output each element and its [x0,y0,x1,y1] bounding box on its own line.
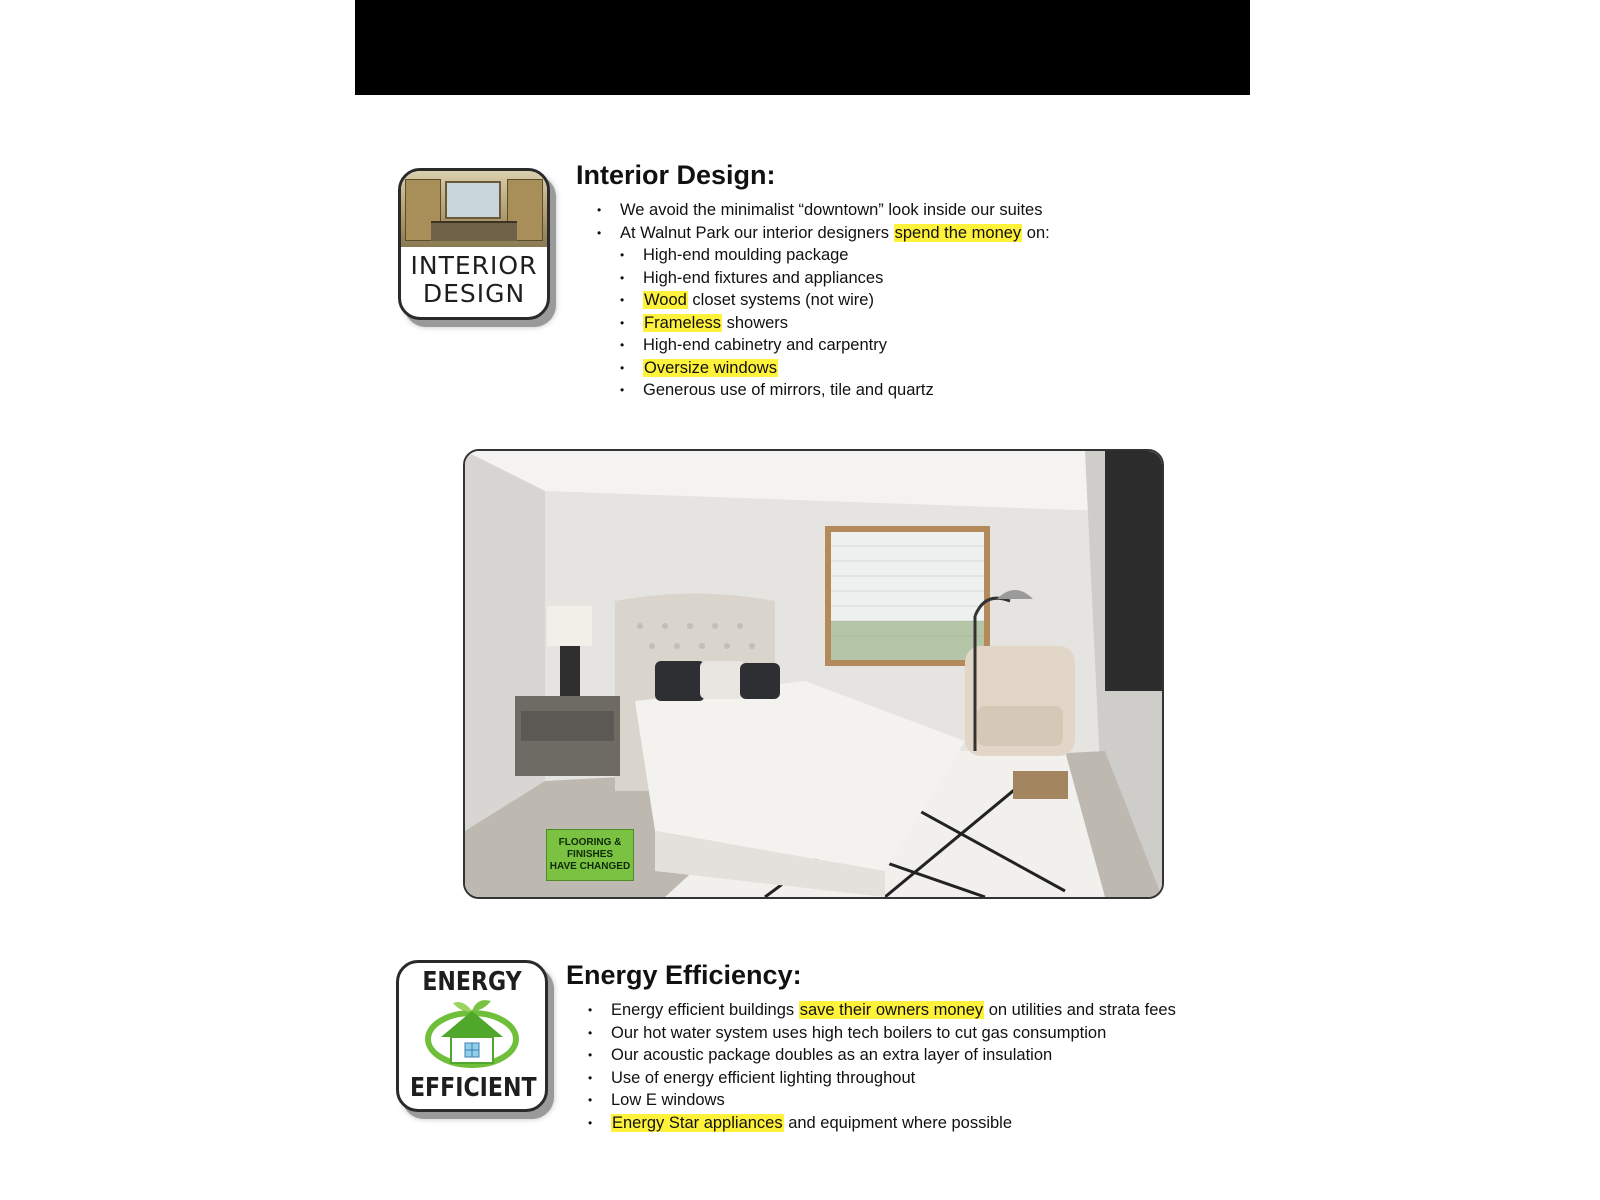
badge-energy-line1: ENERGY [422,967,522,997]
highlight: spend the money [894,223,1022,242]
sub-list-item: • High-end moulding package [620,244,1050,267]
kitchen-sketch-image [401,171,547,247]
energy-efficiency-list [611,999,1176,1134]
highlight: Frameless [644,313,722,332]
bedroom-photo [463,449,1164,899]
highlight: Wood [644,291,687,309]
highlight: Oversize windows [644,358,777,377]
interior-design-list [620,199,1050,402]
list-item: • Use of energy efficient lighting throughout [611,1067,1176,1090]
list-item: • At Walnut Park our interior designers spend the money on: [620,222,1050,245]
flooring-changed-tag: FLOORING & FINISHES HAVE CHANGED [546,829,634,881]
sub-list-item [620,357,1050,380]
highlight: save their owners money [799,1001,984,1019]
badge-energy-line2: EFFICIENT [409,1073,537,1103]
list-item: • Low E windows [611,1089,1176,1112]
sub-list-item: • Frameless showers [620,312,1050,335]
sub-list-item: • High-end cabinetry and carpentry [620,334,1050,357]
list-item: • Our hot water system uses high tech boilers to cut gas consumption [611,1022,1176,1045]
badge-interior-line2: DESIGN [422,279,526,308]
badge-interior-line1: INTERIOR [410,251,538,280]
green-house-icon [419,997,525,1071]
list-item: • Energy efficient buildings save their owners money on utilities and strata fees [611,999,1176,1022]
list-item: • We avoid the minimalist “downtown” look inside our suites [620,199,1050,222]
energy-efficient-badge [396,960,548,1112]
sub-list-item: • High-end fixtures and appliances [620,267,1050,290]
list-item: • Energy Star appliances and equipment where possible [611,1112,1176,1135]
interior-design-badge [398,168,550,320]
sub-list-item: • Wood closet systems (not wire) [620,289,1050,312]
list-item: • Our acoustic package doubles as an extra layer of insulation [611,1044,1176,1067]
interior-design-heading: Interior Design: [576,160,776,190]
highlight: Energy Star appliances [612,1113,783,1132]
energy-efficiency-heading: Energy Efficiency: [566,960,802,990]
sub-list-item: • Generous use of mirrors, tile and quartz [620,379,1050,402]
top-black-bar [355,0,1250,95]
